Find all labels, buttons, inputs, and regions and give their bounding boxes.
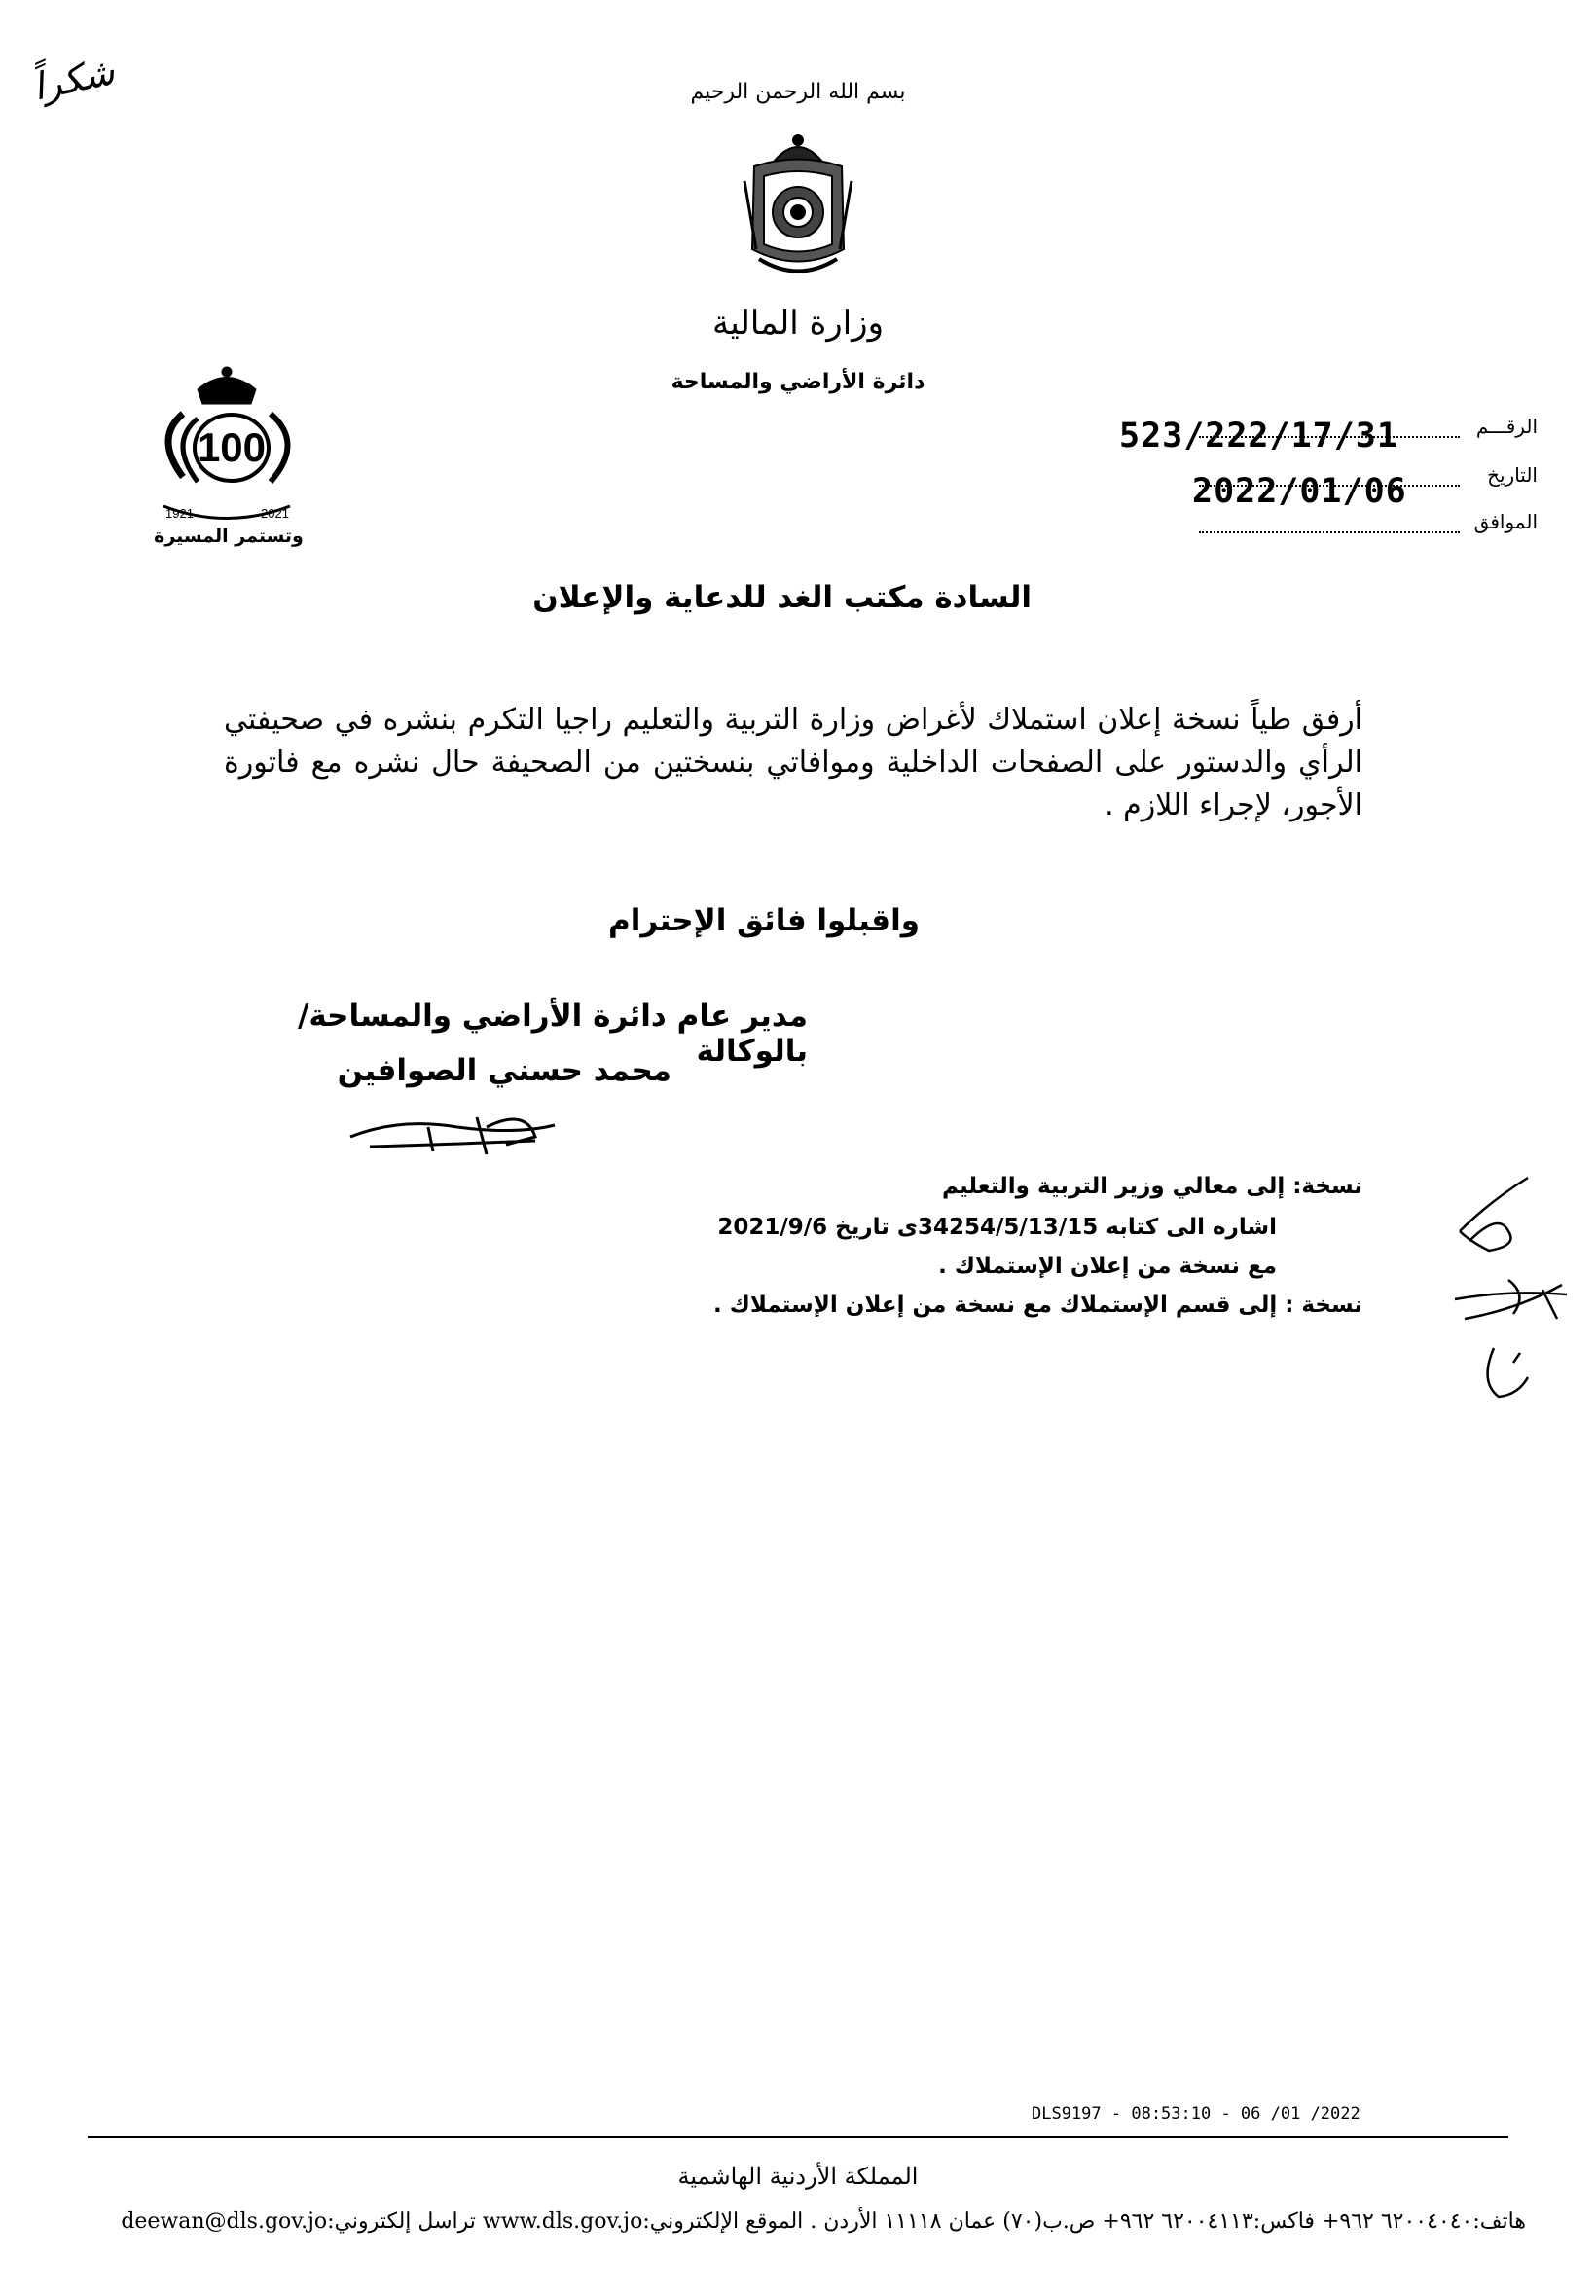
reference-date-value: 2022/01/06 [1192, 472, 1407, 511]
initials-signature [1450, 1173, 1577, 1406]
copy-to-expropriation-section: نسخة : إلى قسم الإستملاك مع نسخة من إعلان الإستملاك . [713, 1293, 1362, 1318]
reference-hijri-label: الموافق [1473, 510, 1538, 533]
reference-hijri-dots [1199, 529, 1460, 533]
reference-number-value: 523/222/17/31 [1119, 417, 1398, 456]
corner-handwritten-note: شكراً [28, 50, 119, 109]
copy-reference-letter: اشاره الى كتابه 34254/5/13/15ى تاريخ 2021/9/6 [717, 1215, 1277, 1240]
centennial-start-year: 1921 [165, 506, 194, 521]
system-print-stamp: DLS9197 - 08:53:10 - 06 /01 /2022 [1032, 2104, 1360, 2124]
director-signature [341, 1098, 574, 1176]
letter-recipient: السادة مكتب الغد للدعاية والإعلان [532, 580, 1032, 615]
footer-divider [88, 2136, 1508, 2138]
copy-to-minister: نسخة: إلى معالي وزير التربية والتعليم [941, 1174, 1362, 1199]
kingdom-name: المملكة الأردنية الهاشمية [677, 2163, 919, 2190]
signer-title: مدير عام دائرة الأراضي والمساحة/بالوكالة [298, 999, 808, 1069]
contact-info: هاتف:٦٢٠٠٤٠٤٠ ٩٦٢+ فاكس:٦٢٠٠٤١١٣ ٩٦٢+ ص.ب(٧٠) عمان ١١١١٨ الأردن . الموقع الإلكتروني:www.dls.gov.jo تراسل إلكتروني:deewan@dls.gov.jo [121, 2209, 1526, 2234]
ministry-name: وزارة المالية [712, 304, 884, 343]
letter-closing: واقبلوا فائق الإحترام [607, 903, 920, 938]
centennial-caption: وتستمر المسيرة [154, 526, 304, 547]
reference-date-label: التاريخ [1487, 463, 1538, 487]
reference-number-label: الرقـــم [1475, 415, 1538, 438]
bismillah-heading: بسم الله الرحمن الرحيم [690, 80, 906, 104]
department-name: دائرة الأراضي والمساحة [671, 370, 925, 394]
royal-coat-of-arms-logo [735, 123, 861, 288]
letter-body: أرفق طياً نسخة إعلان استملاك لأغراض وزارة التربية والتعليم راجيا التكرم بنشره في صحيفتي الرأي والدستور على الصفحات الداخلية وموافاتي بنسختين من الصحيفة حال نشره مع فاتورة الأجور، لإجراء اللازم . [224, 703, 1362, 822]
signer-name: محمد حسني الصوافين [337, 1053, 671, 1088]
centennial-end-year: 2021 [261, 506, 289, 521]
centennial-number: 100 [197, 424, 267, 470]
centennial-logo [144, 360, 309, 550]
copy-attachment-note: مع نسخة من إعلان الإستملاك . [938, 1254, 1277, 1279]
